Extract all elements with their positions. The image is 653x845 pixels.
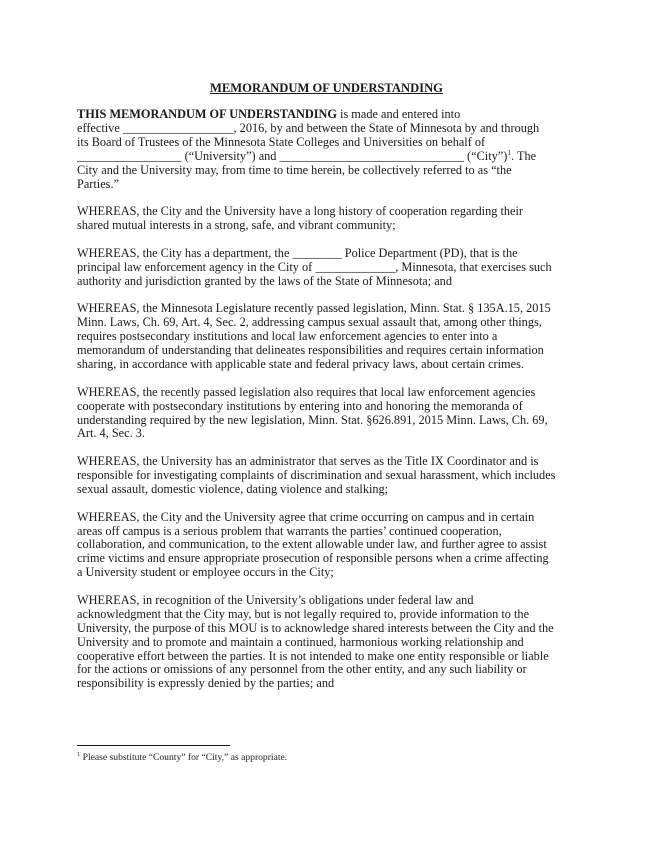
intro-line — [77, 108, 597, 122]
intro-line: its Board of Trustees of the Minnesota State Colleges and Universities on behalf of — [77, 134, 486, 149]
whereas-clauses — [77, 205, 597, 691]
paragraph-line: sexual assault, domestic violence, dating violence and stalking; — [77, 481, 389, 496]
whereas-paragraph — [77, 386, 597, 442]
whereas-paragraph — [77, 302, 597, 372]
paragraph-line: WHEREAS, the Minnesota Legislature recently passed legislation, Minn. Stat. § 135A.15, 2015 — [77, 301, 551, 316]
paragraph-line: cooperate with postsecondary institutions by entering into and honoring the memoranda of — [77, 398, 523, 413]
document-title: MEMORANDUM OF UNDERSTANDING — [210, 81, 443, 95]
document-body — [77, 108, 597, 705]
intro-line-text: is made and entered into — [336, 107, 461, 121]
paragraph-line: memorandum of understanding that delineates responsibilities and requires certain information — [77, 343, 544, 358]
whereas-paragraph — [77, 247, 597, 289]
intro-line: City and the University may, from time to time herein, be collectively referred to as “the — [77, 162, 512, 177]
footnote-text: Please substitute “County” for “City,” as appropriate. — [80, 752, 288, 763]
paragraph-line: WHEREAS, in recognition of the University’s obligations under federal law and — [77, 592, 474, 607]
paragraph-line: WHEREAS, the City has a department, the ________ Police Department (PD), that is the — [77, 245, 518, 260]
paragraph-line: understanding required by the new legislation, Minn. Stat. §626.891, 2015 Minn. Laws, Ch. 69, — [77, 412, 548, 427]
paragraph-line: authority and jurisdiction granted by the laws of the State of Minnesota; and — [77, 273, 452, 288]
paragraph-line: WHEREAS, the City and the University agree that crime occurring on campus and in certain — [77, 509, 535, 524]
paragraph-line: WHEREAS, the recently passed legislation also requires that local law enforcement agencies — [77, 384, 536, 399]
footnote — [77, 752, 287, 764]
paragraph-line: crime victims and ensure appropriate prosecution of responsible persons when a crime affecting — [77, 551, 549, 566]
whereas-paragraph — [77, 205, 597, 233]
intro-line-text: _________________ (“University”) and ______________________________ (“City”) — [77, 148, 508, 163]
paragraph-line: WHEREAS, the University has an administrator that serves as the Title IX Coordinator and is — [77, 454, 539, 469]
whereas-paragraph — [77, 594, 597, 691]
footnote-divider — [77, 745, 230, 746]
intro-paragraph — [77, 108, 597, 191]
paragraph-line: University, the purpose of this MOU is to acknowledge shared interests between the City and the — [77, 620, 554, 635]
paragraph-line: sharing, in accordance with applicable state and federal privacy laws, about certain crimes. — [77, 356, 524, 371]
paragraph-line: a University student or employee occurs in the City; — [77, 565, 334, 580]
paragraph-line: requires postsecondary institutions and local law enforcement agencies to enter into a — [77, 329, 498, 344]
paragraph-line: WHEREAS, the City and the University have a long history of cooperation regarding their — [77, 204, 523, 219]
whereas-paragraph — [77, 511, 597, 581]
paragraph-line: responsible for investigating complaints of discrimination and sexual harassment, which includes — [77, 468, 556, 483]
paragraph-line: for the actions or omissions of any personnel from the other entity, and any such liability or — [77, 662, 527, 677]
footnote-marker: 1 — [77, 750, 81, 758]
paragraph-line: principal law enforcement agency in the City of _____________, Minnesota, that exercises such — [77, 259, 552, 274]
paragraph-line: acknowledgment that the City may, but is not legally required to, provide information to the — [77, 606, 530, 621]
paragraph-line: collaboration, and communication, to the extent allowable under law, and further agree to assist — [77, 537, 547, 552]
intro-bold-lead: THIS MEMORANDUM OF UNDERSTANDING — [77, 107, 337, 121]
paragraph-line: Minn. Laws, Ch. 69, Art. 4, Sec. 2, addressing campus sexual assault that, among other things, — [77, 315, 542, 330]
intro-line: Parties.” — [77, 176, 120, 191]
intro-line — [77, 147, 597, 164]
paragraph-line: cooperative effort between the parties. It is not intended to make one entity responsible or liable — [77, 648, 549, 663]
paragraph-line: Art. 4, Sec. 3. — [77, 426, 145, 441]
intro-line-text: . The — [511, 148, 537, 163]
footnote-reference: 1 — [507, 147, 512, 157]
paragraph-line: responsibility is expressly denied by the parties; and — [77, 676, 335, 691]
paragraph-line: University and to promote and maintain a continued, harmonious working relationship and — [77, 634, 524, 649]
paragraph-line: areas off campus is a serious problem that warrants the parties’ continued cooperation, — [77, 523, 502, 538]
intro-line: effective __________________, 2016, by and between the State of Minnesota by and through — [77, 120, 540, 135]
paragraph-line: shared mutual interests in a strong, safe, and vibrant community; — [77, 218, 396, 233]
whereas-paragraph — [77, 455, 597, 497]
